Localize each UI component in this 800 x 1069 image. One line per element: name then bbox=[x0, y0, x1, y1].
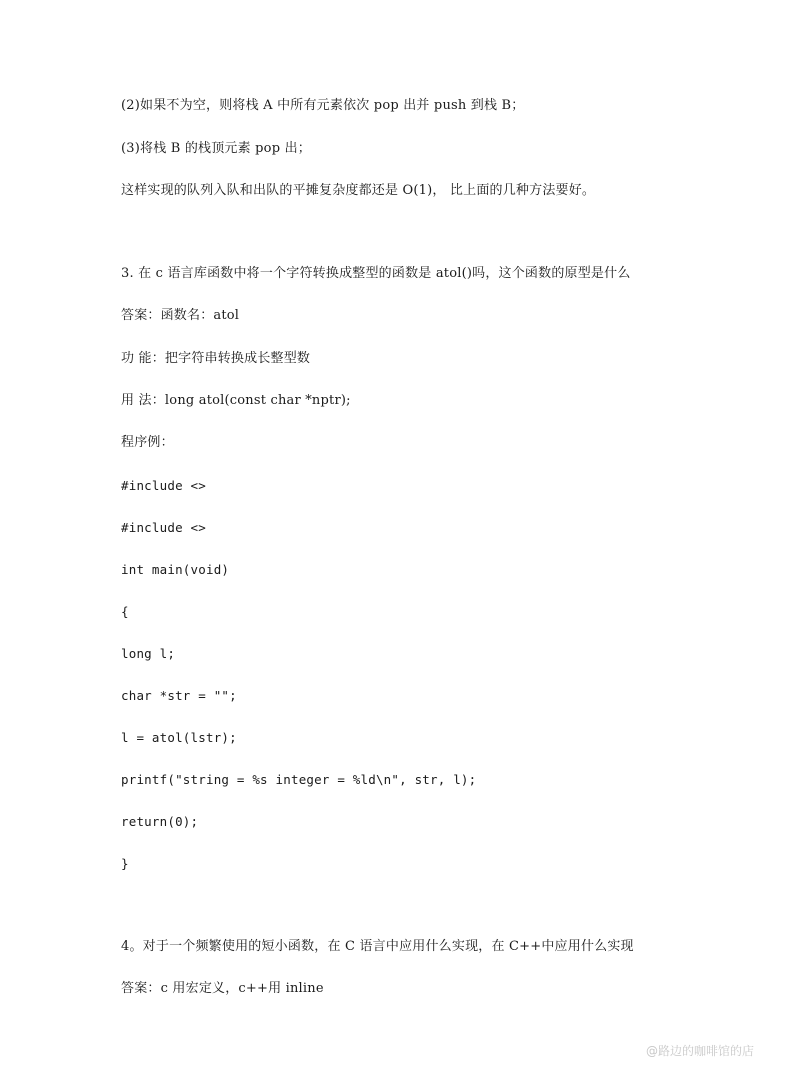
code-line-printf: printf("string = %s integer = %ld\n", str, l); bbox=[121, 772, 477, 787]
code-line-char-decl: char *str = ""; bbox=[121, 688, 237, 703]
question-3: 3. 在 c 语言库函数中将一个字符转换成整型的函数是 atol()吗，这个函数的原型是什么 bbox=[121, 266, 631, 281]
code-line-include-1: #include <> bbox=[121, 478, 206, 493]
code-line-main: int main(void) bbox=[121, 562, 230, 577]
question-4: 4。对于一个频繁使用的短小函数，在 C 语言中应用什么实现，在 C++中应用什么实现 bbox=[121, 939, 634, 954]
answer-3-function-purpose: 功 能：把字符串转换成长整型数 bbox=[121, 351, 311, 366]
watermark: @路边的咖啡馆的店 bbox=[645, 1044, 754, 1058]
answer-3-function-name: 答案：函数名：atol bbox=[121, 308, 240, 323]
text-line-complexity-note: 这样实现的队列入队和出队的平摊复杂度都还是 O(1)， 比上面的几种方法要好。 bbox=[121, 183, 596, 198]
code-line-close-brace: } bbox=[121, 856, 129, 871]
code-line-open-brace: { bbox=[121, 604, 129, 619]
text-line-stack-step-2: (2)如果不为空，则将栈 A 中所有元素依次 pop 出并 push 到栈 B； bbox=[121, 98, 525, 113]
text-line-stack-step-3: (3)将栈 B 的栈顶元素 pop 出； bbox=[121, 141, 311, 156]
code-line-atol-call: l = atol(lstr); bbox=[121, 730, 237, 745]
answer-4: 答案：c 用宏定义，c++用 inline bbox=[121, 981, 324, 996]
code-line-include-2: #include <> bbox=[121, 520, 206, 535]
code-line-return: return(0); bbox=[121, 814, 199, 829]
answer-3-usage: 用 法：long atol(const char *nptr); bbox=[121, 393, 351, 408]
code-line-long-decl: long l; bbox=[121, 646, 176, 661]
example-program-label: 程序例： bbox=[121, 435, 174, 450]
